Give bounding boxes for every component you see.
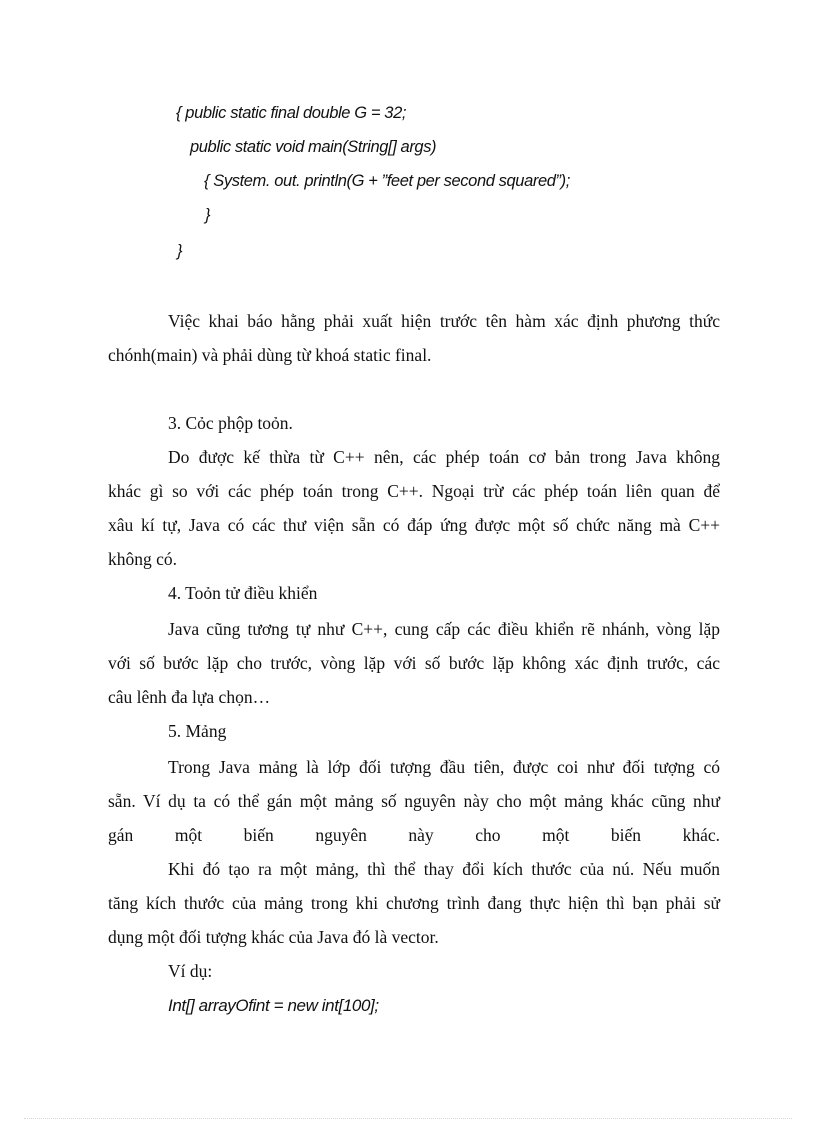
- paragraph-arrays: [108, 750, 720, 954]
- code-line-2: public static void main(String[] args): [190, 138, 437, 156]
- code-line-3: { System. out. println(G + ”feet per second squared”);: [204, 172, 570, 190]
- text-line: xâu kí tự, Java có các thư viện sẵn có đáp ứng được một số chức năng mà C++: [108, 515, 720, 535]
- section-heading-control: 4. Toỏn tử điều khiển: [168, 583, 318, 603]
- paragraph-operators: [108, 440, 720, 576]
- paragraph-control: [108, 612, 720, 714]
- text-line: không có.: [108, 549, 178, 569]
- code-line-5: }: [177, 242, 183, 260]
- text-line: tăng kích thước của mảng trong khi chương trình đang thực hiện thì bạn phải sử: [108, 893, 720, 913]
- text-line: Việc khai báo hằng phải xuất hiện trước tên hàm xác định phương thức: [168, 311, 720, 331]
- section-heading-operators: 3. Cỏc phộp toỏn.: [168, 413, 293, 433]
- text-line: dụng một đối tượng khác của Java đó là vector.: [108, 927, 439, 947]
- section-heading-arrays: 5. Mảng: [168, 721, 227, 741]
- code-line-1: { public static final double G = 32;: [176, 104, 407, 122]
- text-line: Khi đó tạo ra một mảng, thì thể thay đổi kích thước của nú. Nếu muốn: [168, 859, 720, 879]
- text-line: Trong Java mảng là lớp đối tượng đầu tiên, được coi như đối tượng có: [168, 757, 720, 777]
- text-line: Do được kế thừa từ C++ nên, các phép toán cơ bản trong Java không: [168, 447, 720, 467]
- page-bottom-divider: [24, 1118, 792, 1119]
- text-line: Java cũng tương tự như C++, cung cấp các điều khiển rẽ nhánh, vòng lặp: [168, 619, 720, 639]
- text-line: với số bước lặp cho trước, vòng lặp với số bước lặp không xác định trước, các: [108, 653, 720, 673]
- example-label: Ví dụ:: [168, 961, 213, 981]
- paragraph-constant-declaration: [108, 304, 720, 372]
- text-line: khác gì so với các phép toán trong C++. Ngoại trừ các phép toán liên quan để: [108, 481, 720, 501]
- text-line: câu lênh đa lựa chọn…: [108, 687, 271, 707]
- text-line: chónh(main) và phải dùng từ khoá static final.: [108, 345, 432, 365]
- text-line: sẵn. Ví dụ ta có thể gán một mảng số nguyên này cho một mảng khác cũng như: [108, 791, 720, 811]
- example-code: Int[] arrayOfint = new int[100];: [168, 996, 379, 1015]
- code-line-4: }: [205, 206, 211, 224]
- text-line: gán một biến nguyên này cho một biến khác.: [108, 825, 720, 845]
